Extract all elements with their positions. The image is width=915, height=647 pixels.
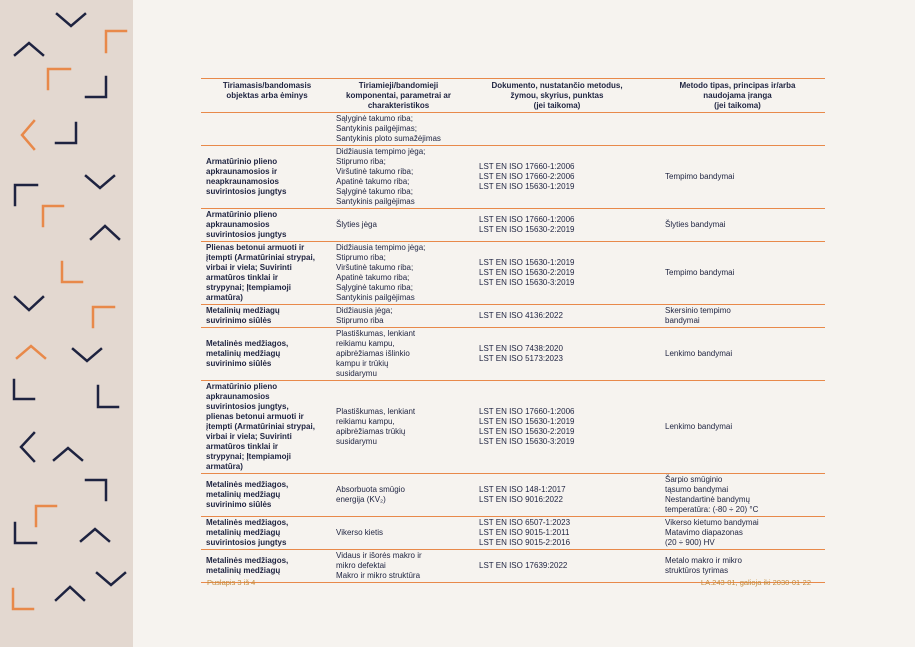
cell-docs: LST EN ISO 17660-1:2006 LST EN ISO 17660-2:2006 LST EN ISO 15630-1:2019 xyxy=(464,146,650,209)
cell-params: Absorbuota smūgio energija (KV₂) xyxy=(333,474,464,517)
cell-docs: LST EN ISO 17660-1:2006 LST EN ISO 15630-2:2019 xyxy=(464,209,650,242)
header-documents: Dokumento, nustatančio metodus, žymou, skyrius, punktas (jei taikoma) xyxy=(464,79,650,113)
table-row xyxy=(201,209,825,242)
cell-object: Metalinės medžiagos, metalinių medžiagų suvirinimo siūlės xyxy=(201,474,333,517)
cell-object: Armatūrinio plieno apkraunamosios suvirintosios jungtys, plienas betonui armuoti ir įtempti (Armatūriniai strypai, virbai ir viela; Suvirinti armatūros tinklai ir strypynai; Įtempiamoji armatūra) xyxy=(201,381,333,474)
cell-method: Šarpio smūginio tąsumo bandymai Nestandartinė bandymų temperatūra: (-80 ÷ 20) °C xyxy=(650,474,825,517)
table-row xyxy=(201,517,825,550)
table-header-row xyxy=(201,79,825,113)
cell-params: Sąlyginė takumo riba; Santykinis pailgėjimas; Santykinis ploto sumažėjimas xyxy=(333,113,464,146)
table-row xyxy=(201,381,825,474)
cell-params: Vidaus ir išorės makro ir mikro defektai Makro ir mikro struktūra xyxy=(333,550,464,583)
cell-params: Plastiškumas, lenkiant reikiamu kampu, apibrėžiamas trūkių susidarymu xyxy=(333,381,464,474)
cell-method: Lenkimo bandymai xyxy=(650,381,825,474)
table-body xyxy=(201,113,825,583)
cell-object: Armatūrinio plieno apkraunamosios suvirintosios jungtys xyxy=(201,209,333,242)
header-parameters: Tiriamieji/bandomieji komponentai, parametrai ar charakteristikos xyxy=(333,79,464,113)
cell-docs: LST EN ISO 7438:2020 LST EN ISO 5173:2023 xyxy=(464,328,650,381)
cell-docs: LST EN ISO 148-1:2017 LST EN ISO 9016:2022 xyxy=(464,474,650,517)
cell-params: Plastiškumas, lenkiant reikiamu kampu, apibrėžiamas išlinkio kampu ir trūkių susidarymu xyxy=(333,328,464,381)
header-method: Metodo tipas, principas ir/arba naudojama įranga (jei taikoma) xyxy=(650,79,825,113)
cell-params: Didžiausia tempimo jėga; Stiprumo riba; Viršutinė takumo riba; Apatinė takumo riba; Sąlyginė takumo riba; Santykinis pailgėjimas xyxy=(333,242,464,305)
cell-object: Metalinės medžiagos, metalinių medžiagų suvirintosios jungtys xyxy=(201,517,333,550)
chevron-pattern-icon xyxy=(0,0,133,647)
cell-docs: LST EN ISO 4136:2022 xyxy=(464,305,650,328)
cell-docs xyxy=(464,113,650,146)
cell-object: Metalinės medžiagos, metalinių medžiagų suvirinimo siūlės xyxy=(201,328,333,381)
cell-method: Lenkimo bandymai xyxy=(650,328,825,381)
cell-docs: LST EN ISO 17660-1:2006 LST EN ISO 15630-1:2019 LST EN ISO 15630-2:2019 LST EN ISO 15630-3:2019 xyxy=(464,381,650,474)
cell-params: Vikerso kietis xyxy=(333,517,464,550)
table-row xyxy=(201,474,825,517)
cell-params: Didžiausia jėga; Stiprumo riba xyxy=(333,305,464,328)
table-row xyxy=(201,146,825,209)
cell-object: Plienas betonui armuoti ir įtempti (Armatūriniai strypai, virbai ir viela; Suvirinti armatūros tinklai ir strypynai; Įtempiamoji armatūra) xyxy=(201,242,333,305)
table-row xyxy=(201,328,825,381)
cell-object: Armatūrinio plieno apkraunamosios ir neapkraunamosios suvirintosios jungtys xyxy=(201,146,333,209)
cell-docs: LST EN ISO 6507-1:2023 LST EN ISO 9015-1:2011 LST EN ISO 9015-2:2016 xyxy=(464,517,650,550)
cell-method: Vikerso kietumo bandymai Matavimo diapazonas (20 ÷ 900) HV xyxy=(650,517,825,550)
cell-method: Skersinio tempimo bandymai xyxy=(650,305,825,328)
cell-object: Metalinių medžiagų suvirinimo siūlės xyxy=(201,305,333,328)
table-row xyxy=(201,113,825,146)
cell-object: Metalinės medžiagos, metalinių medžiagų xyxy=(201,550,333,583)
cell-docs: LST EN ISO 15630-1:2019 LST EN ISO 15630-2:2019 LST EN ISO 15630-3:2019 xyxy=(464,242,650,305)
accreditation-scope-table xyxy=(201,78,825,583)
decorative-sidebar xyxy=(0,0,133,647)
cell-params: Didžiausia tempimo jėga; Stiprumo riba; Viršutinė takumo riba; Apatinė takumo riba; Sąlyginė takumo riba; Santykinis pailgėjimas xyxy=(333,146,464,209)
cell-method: Šlyties bandymai xyxy=(650,209,825,242)
cell-method xyxy=(650,113,825,146)
table-row xyxy=(201,305,825,328)
cell-method: Metalo makro ir mikro struktūros tyrimas xyxy=(650,550,825,583)
cell-method: Tempimo bandymai xyxy=(650,242,825,305)
header-object: Tiriamasis/bandomasis objektas arba ėminys xyxy=(201,79,333,113)
table-row xyxy=(201,242,825,305)
validity-note: LA.243-01, galioja iki 2030-01-22 xyxy=(700,578,811,587)
cell-docs: LST EN ISO 17639:2022 xyxy=(464,550,650,583)
cell-method: Tempimo bandymai xyxy=(650,146,825,209)
cell-object xyxy=(201,113,333,146)
cell-params: Šlyties jėga xyxy=(333,209,464,242)
page-number: Puslapis 3 iš 4 xyxy=(207,578,256,587)
